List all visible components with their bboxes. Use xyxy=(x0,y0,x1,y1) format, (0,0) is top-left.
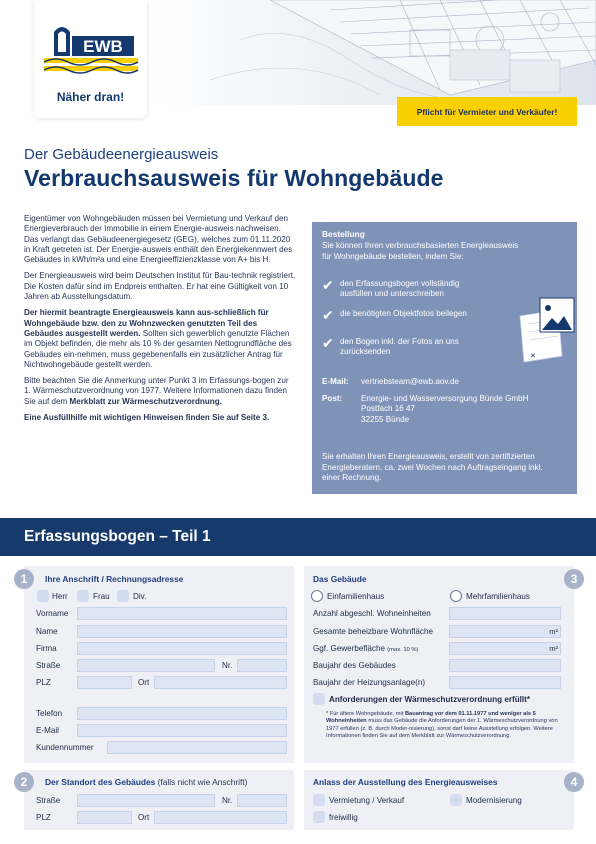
gewerbeflaeche-label xyxy=(313,644,418,653)
check-icon: ✔ xyxy=(322,335,334,351)
email-label: E-Mail xyxy=(36,726,59,735)
step-number-4: 4 xyxy=(564,772,584,792)
firma-field[interactable] xyxy=(77,642,287,655)
intro-paragraph-5-bold: Eine Ausfüllhilfe mit wichtigen Hinweisen finden Sie auf Seite 3. xyxy=(24,413,270,423)
step-number-1: 1 xyxy=(14,569,34,589)
wohneinheiten-field[interactable] xyxy=(449,607,561,620)
intro-paragraph-4-start: Bitte beachten Sie die Anmerkung unter Punkt 3 im Erfassungs-bogen zur 1. Wärmeschutzverordnung von 1977. Weitere Informationen dazu finden Sie auf dem xyxy=(24,376,289,406)
gewerbeflaeche-label-text: Ggf. Gewerbefläche xyxy=(313,644,385,653)
order-heading: Bestellung xyxy=(322,229,365,239)
intro-paragraph-2: Der Energieausweis wird beim Deutschen Institut für Bau-technik registriert. Die Kosten dafür sind im Endpreis enthalten. Er hat eine Gültigkeit von 10 Jahren ab Ausstellungsdatum. xyxy=(24,271,296,302)
salutation-frau-label: Frau xyxy=(93,592,110,601)
check-icon: ✔ xyxy=(322,277,334,293)
location-heading-note: (falls nicht wie Anschrift) xyxy=(157,777,248,787)
ewb-logo-mark xyxy=(44,22,138,80)
baujahr-gebaeude-label: Baujahr des Gebäudes xyxy=(313,661,396,670)
order-step-text: die benötigten Objektfotos beilegen xyxy=(340,309,467,318)
order-footer-text: Sie erhalten Ihren Energieausweis, erstellt von zertifizierten Energieberatern, ca. zwei Wochen nach Auftragseingang inkl. einer Rechnung. xyxy=(322,452,543,482)
nr-label: Nr. xyxy=(222,661,233,670)
type-mfh-radio[interactable] xyxy=(450,590,462,602)
order-step-text: den Bogen inkl. der Fotos an uns zurücksenden xyxy=(340,337,459,357)
address-heading: Ihre Anschrift / Rechnungsadresse xyxy=(45,574,184,584)
reason-freiwillig-label: freiwillig xyxy=(329,813,358,822)
intro-paragraph-5 xyxy=(24,413,296,423)
reason-modernisierung-label: Modernisierung xyxy=(466,796,522,805)
location-heading-title: Der Standort des Gebäudes xyxy=(45,777,156,787)
post-line: Postfach 16 47 xyxy=(361,404,415,414)
name-label: Name xyxy=(36,627,58,636)
header-blueprint-photo xyxy=(150,0,596,105)
wohnflaeche-label: Gesamte beheizbare Wohnfläche xyxy=(313,627,433,636)
documents-photo-icon xyxy=(518,296,576,366)
type-efh-radio[interactable] xyxy=(311,590,323,602)
baujahr-heizung-field[interactable] xyxy=(449,676,561,689)
baujahr-gebaeude-field[interactable] xyxy=(449,659,561,672)
baujahr-heizung-label: Baujahr der Heizungsanlage(n) xyxy=(313,678,426,687)
order-email-label: E-Mail: xyxy=(322,377,349,386)
form-title: Erfassungsbogen – Teil 1 xyxy=(24,528,211,545)
reason-modernisierung-checkbox[interactable] xyxy=(450,794,462,806)
ort-field[interactable] xyxy=(154,676,287,689)
salutation-frau-checkbox[interactable] xyxy=(77,590,89,602)
page-title: Verbrauchsausweis für Wohngebäude xyxy=(24,165,444,191)
intro-paragraph-4 xyxy=(24,376,296,407)
type-mfh-label: Mehrfamilienhaus xyxy=(466,592,530,601)
reason-heading: Anlass der Ausstellung des Energieausweises xyxy=(313,777,498,787)
unit-m2: m² xyxy=(549,627,558,636)
post-line: Energie- und Wasserversorgung Bünde GmbH xyxy=(361,394,529,403)
waermeschutz-footnote xyxy=(326,711,560,740)
reason-vermietung-label: Vermietung / Verkauf xyxy=(329,796,405,805)
reason-freiwillig-checkbox[interactable] xyxy=(313,811,325,823)
name-field[interactable] xyxy=(77,625,287,638)
obligation-badge: Pflicht für Vermieter und Verkäufer! xyxy=(397,97,577,126)
ewb-logo xyxy=(34,0,147,118)
plz-field[interactable] xyxy=(77,676,132,689)
strasse-label: Straße xyxy=(36,661,61,670)
intro-paragraph-3-rest: Sollten sich gewerblich genutzte Flächen im Objekt befinden, die mehr als 10 % der gesamten Nettogrundfläche des Gebäudes ein-nehmen, muss gegebenenfalls ein zusätzlicher Antrag für Nichtwohngebäude gestellt werden. xyxy=(24,328,292,369)
plz-label: PLZ xyxy=(36,678,51,687)
telefon-field[interactable] xyxy=(77,707,287,720)
location-heading xyxy=(45,777,247,787)
svg-text:✕: ✕ xyxy=(530,353,536,360)
order-step-1 xyxy=(322,279,482,300)
footnote-start: * Für ältere Wohngebäude, mit xyxy=(326,711,404,717)
building-heading: Das Gebäude xyxy=(313,574,367,584)
reason-vermietung-checkbox[interactable] xyxy=(313,794,325,806)
wohnflaeche-field[interactable] xyxy=(449,625,561,638)
intro-paragraph-4-bold: Merkblatt zur Wärmeschutzverordnung. xyxy=(69,396,222,406)
salutation-div-checkbox[interactable] xyxy=(117,590,129,602)
slogan: Näher dran! xyxy=(56,90,125,104)
order-box xyxy=(312,222,577,494)
gewerbeflaeche-field[interactable] xyxy=(449,642,561,655)
type-efh-label: Einfamilienhaus xyxy=(327,592,385,601)
post-line: 32255 Bünde xyxy=(361,414,410,424)
intro-paragraph-3-bold: Der hiermit beantragte Energieausweis kann aus-schließlich für Wohngebäude bzw. den zu Wohnzwecken genutzten Teil des Gebäudes ausgestellt werden. xyxy=(24,308,269,338)
order-email[interactable]: vertriebsteam@ewb.aov.de xyxy=(361,377,460,386)
location-ort-field[interactable] xyxy=(154,811,287,824)
order-step-3 xyxy=(322,337,482,358)
salutation-herr-checkbox[interactable] xyxy=(37,590,49,602)
unit-m2: m² xyxy=(549,644,558,653)
intro-paragraph-1: Eigentümer von Wohngebäuden müssen bei Vermietung und Verkauf den Energieverbrauch der Immobilie in einem Energie-ausweis nachweisen. Das verlangt das Gebäudeenergiegesetz (GEG), welches zum 01.11.2020 in Kraft getreten ist. Der Energie-ausweis enthält den Energiekennwert des Gebäudes in kWh/m²a und eine Energieeffizienzklasse von A+ bis H. xyxy=(24,214,293,265)
waermeschutz-checkbox[interactable] xyxy=(313,693,325,705)
email-field[interactable] xyxy=(77,724,287,737)
location-plz-field[interactable] xyxy=(77,811,132,824)
order-step-2 xyxy=(322,309,482,321)
location-nr-field[interactable] xyxy=(237,794,287,807)
footnote-rest: muss das Gebäude die Anforderungen der 1. Wärmeschutzverordnung von 1977 erfüllen (z. B. durch Moder-nisierung), sonst darf keine Ausstellung erfolgen. Weitere Informationen finden Sie auf dem Merkblatt zur Wärmeschutzverordnung. xyxy=(326,718,558,739)
telefon-label: Telefon xyxy=(36,709,63,718)
order-intro: Sie können Ihren verbrauchsbasierten Energieausweis für Wohngebäude bestellen, indem Sie: xyxy=(322,241,519,261)
location-ort-label: Ort xyxy=(138,813,150,822)
salutation-herr-label: Herr xyxy=(52,592,68,601)
check-icon: ✔ xyxy=(322,307,334,323)
vorname-label: Vorname xyxy=(36,609,69,618)
page-kicker: Der Gebäudeenergieausweis xyxy=(24,146,219,163)
kundennummer-field[interactable] xyxy=(107,741,287,754)
ort-label: Ort xyxy=(138,678,150,687)
footnote-bold: Bauantrag vor dem 01.11.1977 und weniger als 5 Wohneinheiten xyxy=(326,711,536,725)
location-plz-label: PLZ xyxy=(36,813,51,822)
salutation-div-label: Div. xyxy=(133,592,147,601)
logo-text: EWB xyxy=(83,37,123,56)
order-post-label: Post: xyxy=(322,394,343,403)
wohneinheiten-label: Anzahl abgeschl. Wohneinheiten xyxy=(313,609,431,618)
intro-paragraph-3 xyxy=(24,308,296,370)
step-number-3: 3 xyxy=(564,569,584,589)
nr-field[interactable] xyxy=(237,659,287,672)
location-strasse-label: Straße xyxy=(36,796,61,805)
gewerbeflaeche-note: (max. 10 %) xyxy=(387,647,419,653)
kundennummer-label: Kundennummer xyxy=(36,743,94,752)
location-nr-label: Nr. xyxy=(222,796,233,805)
vorname-field[interactable] xyxy=(77,607,287,620)
step-number-2: 2 xyxy=(14,772,34,792)
waermeschutz-label: Anforderungen der Wärmeschutzverordnung erfüllt* xyxy=(329,695,531,704)
strasse-field[interactable] xyxy=(77,659,215,672)
firma-label: Firma xyxy=(36,644,57,653)
order-post-address xyxy=(361,394,529,425)
order-step-text: den Erfassungsbogen vollständig ausfüllen und unterschreiben xyxy=(340,279,460,299)
intro-text xyxy=(24,214,296,429)
location-strasse-field[interactable] xyxy=(77,794,215,807)
